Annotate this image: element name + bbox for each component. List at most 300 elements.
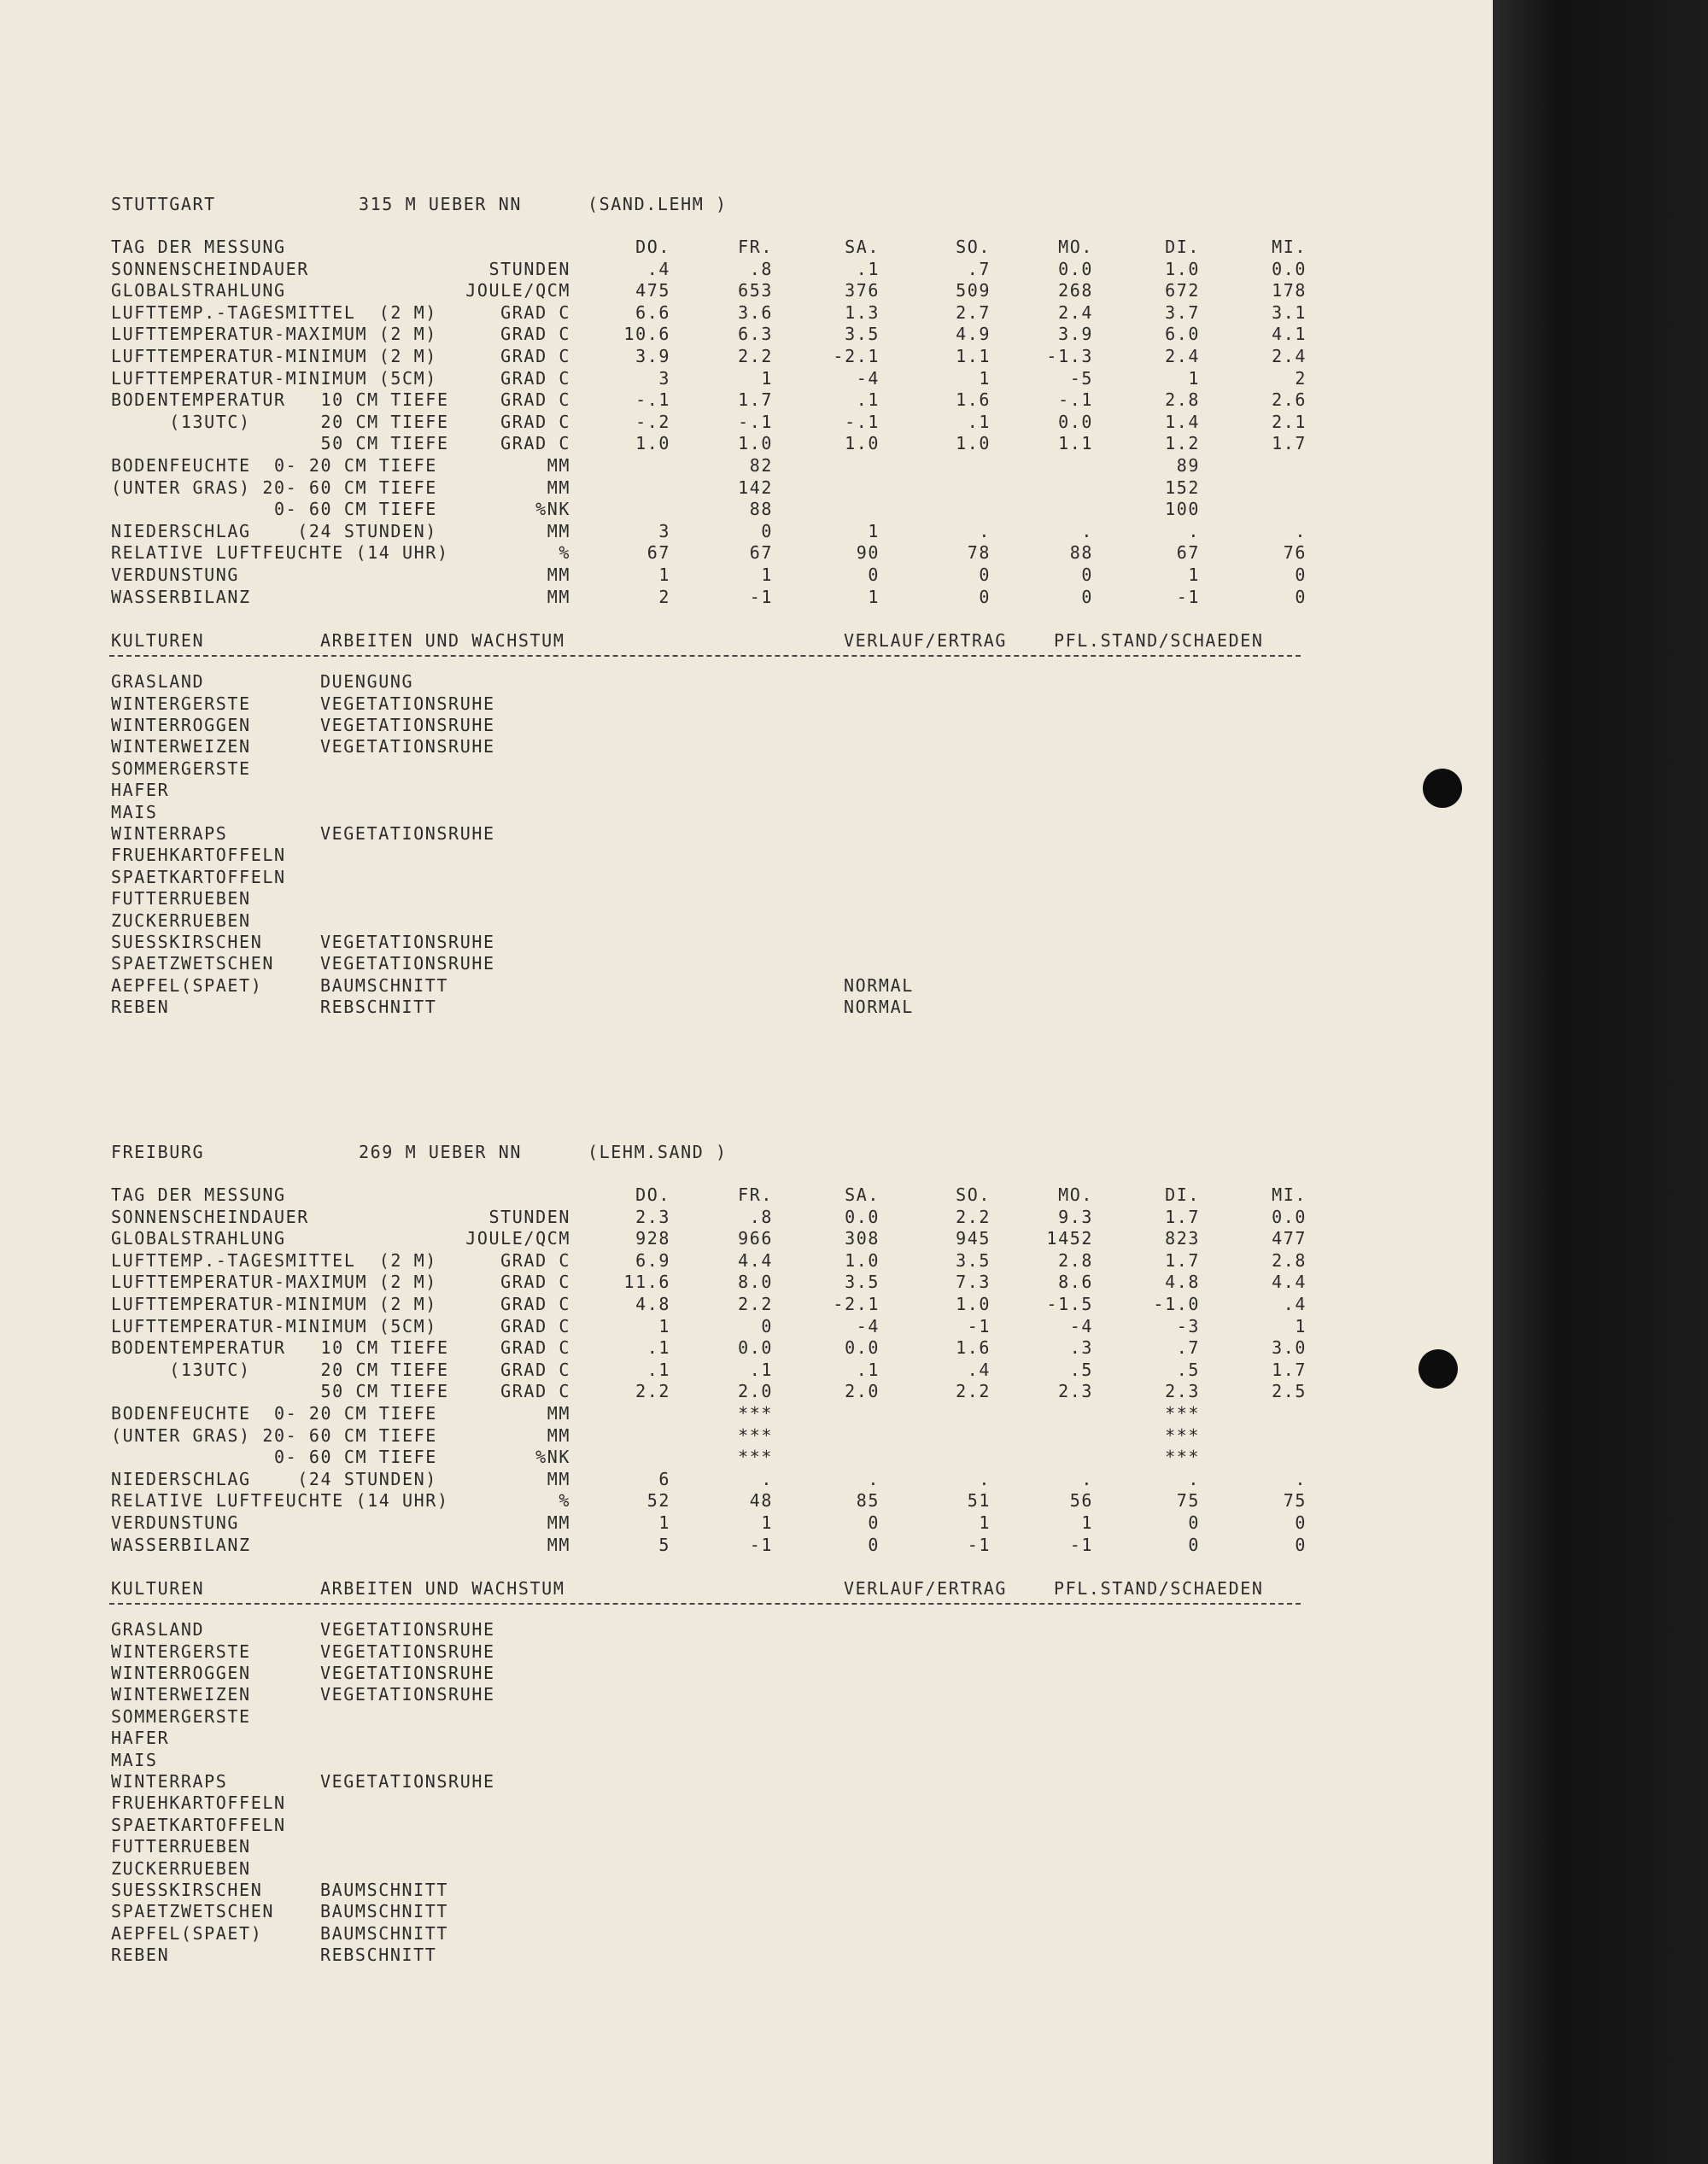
crops-header-arbeiten: ARBEITEN UND WACHSTUM — [320, 630, 565, 652]
data-cell: 0.0 — [1272, 1206, 1307, 1227]
data-cell: 75 — [1176, 1490, 1200, 1512]
data-cell: 1 — [868, 520, 880, 541]
row-label: RELATIVE LUFTFEUCHTE (14 UHR) — [111, 542, 449, 564]
crop-name: WINTERWEIZEN — [111, 1684, 251, 1705]
data-cell: 2.8 — [1058, 1249, 1093, 1271]
crop-work: BAUMSCHNITT — [320, 1922, 449, 1944]
row-label: VERDUNSTUNG — [111, 1512, 240, 1533]
data-cell: . — [1081, 1468, 1093, 1489]
data-cell: -4 — [856, 1315, 880, 1336]
data-cell: .7 — [967, 258, 991, 279]
crop-name: WINTERWEIZEN — [111, 736, 251, 757]
row-unit: JOULE/QCM — [465, 280, 570, 301]
data-cell: 0 — [1188, 1512, 1200, 1533]
data-cell: 0 — [1188, 1534, 1200, 1555]
day-column-header: SA. — [845, 237, 880, 257]
punch-hole — [1423, 769, 1462, 808]
data-cell: 89 — [1176, 455, 1200, 476]
row-unit: STUNDEN — [488, 1206, 570, 1227]
data-cell: 268 — [1058, 280, 1093, 301]
data-cell: 1.3 — [845, 301, 880, 323]
crop-result: NORMAL — [844, 997, 914, 1018]
data-cell: 1 — [1188, 367, 1200, 389]
data-cell: . — [1295, 520, 1307, 541]
row-label: RELATIVE LUFTFEUCHTE (14 UHR) — [111, 1490, 449, 1512]
data-cell: 823 — [1165, 1228, 1200, 1249]
data-cell: 2.3 — [1165, 1381, 1200, 1402]
crop-name: WINTERRAPS — [111, 1771, 228, 1792]
data-cell: 4.8 — [635, 1294, 670, 1314]
data-cell: 1.0 — [635, 433, 670, 454]
crop-result: NORMAL — [844, 974, 914, 996]
row-label: LUFTTEMPERATUR-MINIMUM (5CM) — [111, 1315, 437, 1336]
data-cell: *** — [738, 1424, 773, 1446]
row-unit: % — [559, 1490, 570, 1512]
row-label: SONNENSCHEINDAUER — [111, 258, 309, 279]
data-cell: -3 — [1176, 1315, 1200, 1336]
data-cell: -.1 — [738, 411, 773, 432]
row-unit: STUNDEN — [488, 258, 570, 279]
scanner-background — [1493, 0, 1708, 2164]
data-cell: .1 — [646, 1337, 670, 1359]
row-unit: GRAD C — [500, 1315, 570, 1336]
day-column-header: DI. — [1165, 1184, 1200, 1205]
row-label: LUFTTEMPERATUR-MINIMUM (5CM) — [111, 367, 437, 389]
data-cell: 76 — [1283, 542, 1307, 564]
data-cell: 6.9 — [635, 1249, 670, 1271]
data-cell: .4 — [967, 1359, 991, 1380]
data-cell: 2.2 — [635, 1381, 670, 1402]
data-cell: .1 — [856, 258, 880, 279]
crop-name: WINTERROGGEN — [111, 715, 251, 735]
row-unit: GRAD C — [500, 324, 570, 345]
data-cell: 3.7 — [1165, 301, 1200, 323]
data-cell: .8 — [749, 258, 773, 279]
data-cell: 6.3 — [738, 324, 773, 345]
data-cell: 4.9 — [956, 324, 991, 345]
row-unit: MM — [547, 564, 570, 585]
row-unit: MM — [547, 455, 570, 476]
row-unit: MM — [547, 1534, 570, 1555]
data-cell: 10.6 — [623, 324, 670, 345]
data-cell: 1 — [1188, 564, 1200, 585]
crops-header-arbeiten: ARBEITEN UND WACHSTUM — [320, 1578, 565, 1600]
data-cell: 56 — [1069, 1490, 1093, 1512]
crop-name: SUESSKIRSCHEN — [111, 932, 263, 952]
data-cell: . — [761, 1468, 773, 1489]
data-cell: -5 — [1069, 367, 1093, 389]
row-unit: GRAD C — [500, 367, 570, 389]
data-cell: 152 — [1165, 477, 1200, 498]
row-unit: MM — [547, 477, 570, 498]
row-unit: GRAD C — [500, 1359, 570, 1380]
row-label: GLOBALSTRAHLUNG — [111, 1228, 286, 1249]
row-label: LUFTTEMP.-TAGESMITTEL (2 M) — [111, 301, 437, 323]
row-unit: GRAD C — [500, 1337, 570, 1359]
crop-name: WINTERRAPS — [111, 823, 228, 844]
data-cell: 3.5 — [845, 324, 880, 345]
row-unit: MM — [547, 1468, 570, 1489]
crop-name: AEPFEL(SPAET) — [111, 1922, 263, 1944]
crop-name: SOMMERGERSTE — [111, 1705, 251, 1727]
data-cell: 51 — [967, 1490, 991, 1512]
row-unit: GRAD C — [500, 346, 570, 366]
punch-hole — [1418, 1349, 1458, 1389]
data-cell: 1 — [658, 1315, 670, 1336]
data-cell: 2.2 — [738, 1294, 773, 1314]
crops-header-verlauf: VERLAUF/ERTRAG — [844, 630, 1007, 652]
row-label: TAG DER MESSUNG — [111, 1184, 286, 1205]
data-cell: 5 — [658, 1534, 670, 1555]
data-cell: 945 — [956, 1228, 991, 1249]
crop-work: REBSCHNITT — [320, 1945, 437, 1966]
data-cell: -1 — [1176, 586, 1200, 607]
crop-name: REBEN — [111, 997, 170, 1018]
row-label: TAG DER MESSUNG — [111, 237, 286, 257]
data-cell: 2.3 — [1058, 1381, 1093, 1402]
data-cell: 1.6 — [956, 389, 991, 411]
data-cell: -1 — [967, 1315, 991, 1336]
data-cell: 1 — [658, 1512, 670, 1533]
data-cell: 8.0 — [738, 1272, 773, 1293]
data-cell: 1.7 — [1165, 1206, 1200, 1227]
data-cell: 0 — [761, 520, 773, 541]
data-cell: 1.0 — [956, 1294, 991, 1314]
data-cell: 2.0 — [738, 1381, 773, 1402]
data-cell: 2.2 — [956, 1381, 991, 1402]
data-cell: 0 — [1295, 586, 1307, 607]
data-cell: 376 — [845, 280, 880, 301]
data-cell: 1 — [761, 367, 773, 389]
row-label: BODENTEMPERATUR 10 CM TIEFE — [111, 389, 449, 411]
crop-work: VEGETATIONSRUHE — [320, 693, 495, 714]
data-cell: 3 — [658, 367, 670, 389]
data-cell: 2.2 — [956, 1206, 991, 1227]
data-cell: .4 — [646, 258, 670, 279]
crop-name: AEPFEL(SPAET) — [111, 974, 263, 996]
data-cell: 0 — [1295, 1512, 1307, 1533]
data-cell: 1 — [868, 586, 880, 607]
data-cell: 0 — [761, 1315, 773, 1336]
crop-name: GRASLAND — [111, 671, 205, 693]
data-cell: 2.6 — [1272, 389, 1307, 411]
data-cell: 0.0 — [1058, 258, 1093, 279]
day-column-header: FR. — [738, 1184, 773, 1205]
row-unit: GRAD C — [500, 433, 570, 454]
day-column-header: MO. — [1058, 1184, 1093, 1205]
data-cell: 78 — [967, 542, 991, 564]
crop-work: BAUMSCHNITT — [320, 974, 449, 996]
row-unit: MM — [547, 1403, 570, 1424]
data-cell: 2 — [1295, 367, 1307, 389]
day-column-header: MI. — [1272, 1184, 1307, 1205]
data-cell: 4.4 — [1272, 1272, 1307, 1293]
row-unit: %NK — [535, 1447, 570, 1468]
row-label: NIEDERSCHLAG (24 STUNDEN) — [111, 1468, 437, 1489]
crop-work: DUENGUNG — [320, 671, 414, 693]
crops-header-stand: PFL.STAND/SCHAEDEN — [1054, 1578, 1264, 1600]
data-cell: . — [1188, 1468, 1200, 1489]
data-cell: *** — [738, 1447, 773, 1468]
data-cell: -2.1 — [833, 346, 880, 366]
data-cell: 1.1 — [1058, 433, 1093, 454]
day-column-header: SO. — [956, 1184, 991, 1205]
data-cell: . — [868, 1468, 880, 1489]
data-cell: .1 — [856, 1359, 880, 1380]
crop-name: WINTERGERSTE — [111, 1641, 251, 1662]
row-label: (13UTC) 20 CM TIEFE — [111, 1359, 449, 1380]
crop-work: VEGETATIONSRUHE — [320, 823, 495, 844]
data-cell: 3.6 — [738, 301, 773, 323]
crops-header-verlauf: VERLAUF/ERTRAG — [844, 1578, 1007, 1600]
row-unit: GRAD C — [500, 301, 570, 323]
data-cell: 67 — [749, 542, 773, 564]
row-label: 50 CM TIEFE — [111, 433, 449, 454]
crop-work: VEGETATIONSRUHE — [320, 1663, 495, 1683]
crops-header-kulturen: KULTUREN — [111, 630, 205, 652]
data-cell: 1 — [658, 564, 670, 585]
data-cell: *** — [1165, 1424, 1200, 1446]
data-cell: 1452 — [1046, 1228, 1093, 1249]
data-cell: . — [1295, 1468, 1307, 1489]
data-cell: .1 — [967, 411, 991, 432]
data-cell: 90 — [856, 542, 880, 564]
data-cell: -.1 — [1058, 389, 1093, 411]
data-cell: .7 — [1176, 1337, 1200, 1359]
data-cell: 1.7 — [1272, 1359, 1307, 1380]
data-cell: 0.0 — [1058, 411, 1093, 432]
data-cell: 2.7 — [956, 301, 991, 323]
data-cell: 475 — [635, 280, 670, 301]
data-cell: 1.1 — [956, 346, 991, 366]
row-unit: MM — [547, 520, 570, 541]
data-cell: 85 — [856, 1490, 880, 1512]
data-cell: 3.9 — [1058, 324, 1093, 345]
data-cell: 1.0 — [956, 433, 991, 454]
crop-work: VEGETATIONSRUHE — [320, 1641, 495, 1662]
data-cell: -2.1 — [833, 1294, 880, 1314]
crop-work: VEGETATIONSRUHE — [320, 715, 495, 735]
data-cell: -4 — [1069, 1315, 1093, 1336]
data-cell: 1 — [761, 1512, 773, 1533]
row-label: 50 CM TIEFE — [111, 1381, 449, 1402]
data-cell: 6 — [658, 1468, 670, 1489]
data-cell: 6.6 — [635, 301, 670, 323]
divider-line — [109, 1603, 1301, 1605]
crop-name: GRASLAND — [111, 1619, 205, 1641]
data-cell: 2.1 — [1272, 411, 1307, 432]
data-cell: 0 — [1295, 1534, 1307, 1555]
data-cell: 1 — [979, 1512, 991, 1533]
data-cell: 3 — [658, 520, 670, 541]
row-label: LUFTTEMPERATUR-MINIMUM (2 M) — [111, 346, 437, 366]
row-unit: MM — [547, 1424, 570, 1446]
crop-work: REBSCHNITT — [320, 997, 437, 1018]
data-cell: 67 — [1176, 542, 1200, 564]
row-label: LUFTTEMPERATUR-MAXIMUM (2 M) — [111, 1272, 437, 1293]
crop-name: SPAETZWETSCHEN — [111, 1901, 274, 1922]
data-cell: 3.5 — [956, 1249, 991, 1271]
data-cell: 2.5 — [1272, 1381, 1307, 1402]
data-cell: . — [979, 1468, 991, 1489]
data-cell: 0.0 — [738, 1337, 773, 1359]
row-label: 0- 60 CM TIEFE — [111, 1447, 437, 1468]
station-altitude: 269 M UEBER NN — [359, 1142, 522, 1162]
row-label: BODENTEMPERATUR 10 CM TIEFE — [111, 1337, 449, 1359]
row-unit: GRAD C — [500, 1272, 570, 1293]
crop-name: WINTERGERSTE — [111, 693, 251, 714]
data-cell: 1.0 — [1165, 258, 1200, 279]
data-cell: 88 — [749, 499, 773, 520]
data-cell: 509 — [956, 280, 991, 301]
data-cell: 8.6 — [1058, 1272, 1093, 1293]
data-cell: .3 — [1069, 1337, 1093, 1359]
crop-name: SPAETZWETSCHEN — [111, 953, 274, 974]
crop-name: ZUCKERRUEBEN — [111, 909, 251, 931]
row-label: SONNENSCHEINDAUER — [111, 1206, 309, 1227]
data-cell: 6.0 — [1165, 324, 1200, 345]
data-cell: 2.4 — [1272, 346, 1307, 366]
row-label: LUFTTEMP.-TAGESMITTEL (2 M) — [111, 1249, 437, 1271]
data-cell: 0 — [979, 586, 991, 607]
crop-work: VEGETATIONSRUHE — [320, 1684, 495, 1705]
station-name: STUTTGART — [111, 194, 216, 214]
data-cell: .4 — [1283, 1294, 1307, 1314]
data-cell: 7.3 — [956, 1272, 991, 1293]
crop-name: SUESSKIRSCHEN — [111, 1880, 263, 1900]
data-cell: -1 — [749, 1534, 773, 1555]
row-label: (UNTER GRAS) 20- 60 CM TIEFE — [111, 477, 437, 498]
data-cell: .8 — [749, 1206, 773, 1227]
data-cell: 1.0 — [845, 1249, 880, 1271]
crop-name: MAIS — [111, 801, 158, 822]
data-cell: 2.4 — [1058, 301, 1093, 323]
data-cell: 2 — [658, 586, 670, 607]
data-cell: 67 — [646, 542, 670, 564]
row-unit: GRAD C — [500, 1294, 570, 1314]
data-cell: 2.4 — [1165, 346, 1200, 366]
day-column-header: MI. — [1272, 237, 1307, 257]
data-cell: 0 — [868, 564, 880, 585]
row-label: (13UTC) 20 CM TIEFE — [111, 411, 449, 432]
crop-name: SPAETKARTOFFELN — [111, 866, 286, 887]
row-unit: MM — [547, 586, 570, 607]
day-column-header: SA. — [845, 1184, 880, 1205]
data-cell: 0.0 — [1272, 258, 1307, 279]
crop-name: SPAETKARTOFFELN — [111, 1814, 286, 1835]
data-cell: 9.3 — [1058, 1206, 1093, 1227]
data-cell: 82 — [749, 455, 773, 476]
row-label: VERDUNSTUNG — [111, 564, 240, 585]
crop-name: FUTTERRUEBEN — [111, 888, 251, 909]
data-cell: 0.0 — [845, 1337, 880, 1359]
data-cell: 3.9 — [635, 346, 670, 366]
row-label: GLOBALSTRAHLUNG — [111, 280, 286, 301]
row-label: (UNTER GRAS) 20- 60 CM TIEFE — [111, 1424, 437, 1446]
data-cell: . — [979, 520, 991, 541]
row-label: BODENFEUCHTE 0- 20 CM TIEFE — [111, 455, 437, 476]
data-cell: 75 — [1283, 1490, 1307, 1512]
data-cell: 966 — [738, 1228, 773, 1249]
crop-work: VEGETATIONSRUHE — [320, 1771, 495, 1792]
data-cell: 178 — [1272, 280, 1307, 301]
row-unit: GRAD C — [500, 1381, 570, 1402]
data-cell: 1.2 — [1165, 433, 1200, 454]
row-unit: % — [559, 542, 570, 564]
data-cell: .1 — [749, 1359, 773, 1380]
data-cell: 3.0 — [1272, 1337, 1307, 1359]
crop-name: FUTTERRUEBEN — [111, 1836, 251, 1857]
crops-header-stand: PFL.STAND/SCHAEDEN — [1054, 630, 1264, 652]
crop-work: VEGETATIONSRUHE — [320, 1619, 495, 1641]
day-column-header: FR. — [738, 237, 773, 257]
station-name: FREIBURG — [111, 1142, 205, 1162]
data-cell: 3.5 — [845, 1272, 880, 1293]
crop-name: ZUCKERRUEBEN — [111, 1857, 251, 1879]
data-cell: 1.0 — [845, 433, 880, 454]
data-cell: 0 — [868, 1534, 880, 1555]
data-cell: 1 — [1295, 1315, 1307, 1336]
data-cell: 2.8 — [1165, 389, 1200, 411]
data-cell: -1.5 — [1046, 1294, 1093, 1314]
crop-work: BAUMSCHNITT — [320, 1880, 449, 1900]
data-cell: 1.7 — [1165, 1249, 1200, 1271]
crop-work: VEGETATIONSRUHE — [320, 736, 495, 757]
data-cell: -.1 — [845, 411, 880, 432]
day-column-header: DO. — [635, 237, 670, 257]
data-cell: .1 — [646, 1359, 670, 1380]
crop-work: VEGETATIONSRUHE — [320, 932, 495, 952]
data-cell: 2.0 — [845, 1381, 880, 1402]
data-cell: 1.7 — [1272, 433, 1307, 454]
data-cell: 11.6 — [623, 1272, 670, 1293]
data-cell: 0 — [979, 564, 991, 585]
crop-name: HAFER — [111, 780, 170, 801]
data-cell: *** — [1165, 1447, 1200, 1468]
data-cell: 653 — [738, 280, 773, 301]
data-cell: -.1 — [635, 389, 670, 411]
row-label: NIEDERSCHLAG (24 STUNDEN) — [111, 520, 437, 541]
data-cell: 1 — [1081, 1512, 1093, 1533]
crop-name: WINTERROGGEN — [111, 1663, 251, 1683]
data-cell: 1.4 — [1165, 411, 1200, 432]
data-cell: 4.8 — [1165, 1272, 1200, 1293]
crop-name: REBEN — [111, 1945, 170, 1966]
data-cell: . — [1081, 520, 1093, 541]
data-cell: 1 — [979, 367, 991, 389]
crop-name: MAIS — [111, 1749, 158, 1770]
row-label: LUFTTEMPERATUR-MAXIMUM (2 M) — [111, 324, 437, 345]
divider-line — [109, 655, 1301, 657]
crop-name: FRUEHKARTOFFELN — [111, 845, 286, 866]
crop-work: VEGETATIONSRUHE — [320, 953, 495, 974]
data-cell: -1 — [967, 1534, 991, 1555]
data-cell: 1 — [761, 564, 773, 585]
row-unit: GRAD C — [500, 411, 570, 432]
crop-name: HAFER — [111, 1728, 170, 1749]
data-cell: 4.1 — [1272, 324, 1307, 345]
data-cell: 2.8 — [1272, 1249, 1307, 1271]
data-cell: 52 — [646, 1490, 670, 1512]
row-label: WASSERBILANZ — [111, 586, 251, 607]
data-cell: 1.6 — [956, 1337, 991, 1359]
row-unit: %NK — [535, 499, 570, 520]
crop-work: BAUMSCHNITT — [320, 1901, 449, 1922]
data-cell: -1 — [1069, 1534, 1093, 1555]
crop-name: SOMMERGERSTE — [111, 757, 251, 779]
row-label: LUFTTEMPERATUR-MINIMUM (2 M) — [111, 1294, 437, 1314]
data-cell: 477 — [1272, 1228, 1307, 1249]
